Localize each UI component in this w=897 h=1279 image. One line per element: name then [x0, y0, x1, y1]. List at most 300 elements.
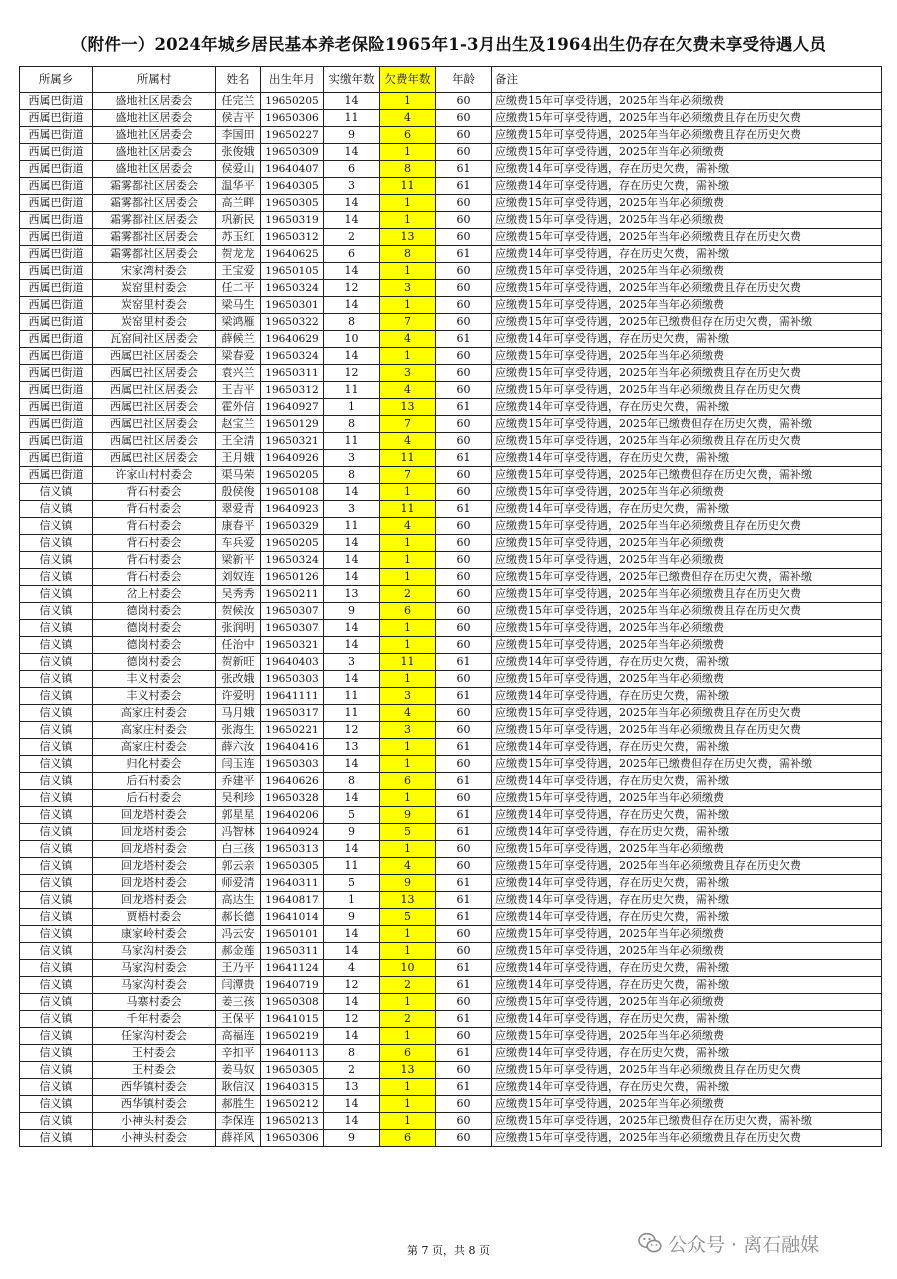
name-cell: 张润明	[216, 620, 261, 637]
age-cell: 60	[436, 144, 492, 161]
village-cell: 许家山村村委会	[93, 467, 216, 484]
arrears-years-cell: 13	[380, 229, 436, 246]
remarks-cell: 应缴费15年可享受待遇，2025年当年必须缴费且存在历史欠费	[492, 127, 882, 144]
arrears-years-cell: 13	[380, 1062, 436, 1079]
paid-years-cell: 13	[324, 739, 380, 756]
remarks-cell: 应缴费15年可享受待遇，2025年当年必须缴费	[492, 552, 882, 569]
village-cell: 西属巴社区居委会	[93, 365, 216, 382]
paid-years-cell: 9	[324, 1130, 380, 1147]
age-cell: 60	[436, 229, 492, 246]
age-cell: 60	[436, 484, 492, 501]
arrears-years-cell: 5	[380, 909, 436, 926]
table-row	[20, 178, 882, 195]
age-cell: 60	[436, 994, 492, 1011]
age-cell: 61	[436, 450, 492, 467]
remarks-cell: 应缴费14年可享受待遇，存在历史欠费，需补缴	[492, 909, 882, 926]
name-cell: 王吉平	[216, 382, 261, 399]
arrears-years-cell: 1	[380, 195, 436, 212]
name-cell: 郭云亲	[216, 858, 261, 875]
paid-years-cell: 14	[324, 943, 380, 960]
remarks-cell: 应缴费15年可享受待遇，2025年当年必须缴费且存在历史欠费	[492, 365, 882, 382]
township-cell: 信义镇	[20, 501, 93, 518]
remarks-cell: 应缴费15年可享受待遇，2025年当年必须缴费	[492, 535, 882, 552]
paid-years-cell: 14	[324, 790, 380, 807]
name-cell: 郝金莲	[216, 943, 261, 960]
birth-date-cell: 19650129	[261, 416, 324, 433]
name-cell: 梁新平	[216, 552, 261, 569]
remarks-cell: 应缴费14年可享受待遇，存在历史欠费，需补缴	[492, 1045, 882, 1062]
paid-years-cell: 3	[324, 178, 380, 195]
arrears-years-cell: 2	[380, 586, 436, 603]
table-row	[20, 756, 882, 773]
remarks-cell: 应缴费14年可享受待遇，存在历史欠费，需补缴	[492, 892, 882, 909]
birth-date-cell: 19650311	[261, 943, 324, 960]
village-cell: 回龙塔村委会	[93, 892, 216, 909]
arrears-years-cell: 1	[380, 994, 436, 1011]
name-cell: 乔建平	[216, 773, 261, 790]
birth-date-cell: 19640817	[261, 892, 324, 909]
paid-years-cell: 14	[324, 637, 380, 654]
paid-years-cell: 1	[324, 399, 380, 416]
age-cell: 60	[436, 926, 492, 943]
birth-date-cell: 19650309	[261, 144, 324, 161]
paid-years-cell: 14	[324, 569, 380, 586]
arrears-years-cell: 1	[380, 144, 436, 161]
remarks-cell: 应缴费15年可享受待遇，2025年已缴费但存在历史欠费，需补缴	[492, 416, 882, 433]
arrears-years-cell: 11	[380, 501, 436, 518]
township-cell: 信义镇	[20, 586, 93, 603]
township-cell: 西属巴街道	[20, 365, 93, 382]
table-row	[20, 943, 882, 960]
name-cell: 白三孩	[216, 841, 261, 858]
table-row	[20, 1045, 882, 1062]
age-cell: 60	[436, 93, 492, 110]
remarks-cell: 应缴费15年可享受待遇，2025年当年必须缴费且存在历史欠费	[492, 229, 882, 246]
age-cell: 61	[436, 1045, 492, 1062]
remarks-cell: 应缴费15年可享受待遇，2025年已缴费但存在历史欠费，需补缴	[492, 1113, 882, 1130]
name-cell: 耿信汉	[216, 1079, 261, 1096]
village-cell: 瓦窑间社区居委会	[93, 331, 216, 348]
birth-date-cell: 19650303	[261, 756, 324, 773]
township-cell: 信义镇	[20, 909, 93, 926]
village-cell: 回龙塔村委会	[93, 841, 216, 858]
age-cell: 60	[436, 518, 492, 535]
table-row	[20, 348, 882, 365]
village-cell: 炭窑里村委会	[93, 280, 216, 297]
village-cell: 高家庄村委会	[93, 739, 216, 756]
township-cell: 西属巴街道	[20, 297, 93, 314]
age-cell: 61	[436, 739, 492, 756]
birth-date-cell: 19650307	[261, 603, 324, 620]
age-cell: 60	[436, 535, 492, 552]
township-cell: 信义镇	[20, 892, 93, 909]
name-cell: 梁春爱	[216, 348, 261, 365]
township-cell: 信义镇	[20, 858, 93, 875]
name-cell: 贺新旺	[216, 654, 261, 671]
remarks-cell: 应缴费15年可享受待遇，2025年当年必须缴费	[492, 620, 882, 637]
header-arrears-years: 欠费年数	[380, 67, 436, 93]
township-cell: 西属巴街道	[20, 127, 93, 144]
village-cell: 炭窑里村委会	[93, 314, 216, 331]
arrears-years-cell: 6	[380, 1130, 436, 1147]
name-cell: 冯云安	[216, 926, 261, 943]
township-cell: 西属巴街道	[20, 110, 93, 127]
age-cell: 60	[436, 433, 492, 450]
paid-years-cell: 14	[324, 1113, 380, 1130]
page-number: 第 7 页，共 8 页	[407, 1244, 490, 1257]
paid-years-cell: 14	[324, 484, 380, 501]
township-cell: 信义镇	[20, 960, 93, 977]
birth-date-cell: 19650317	[261, 705, 324, 722]
village-cell: 任家沟村委会	[93, 1028, 216, 1045]
village-cell: 霜雾都社区居委会	[93, 229, 216, 246]
arrears-years-cell: 6	[380, 1045, 436, 1062]
remarks-cell: 应缴费15年可享受待遇，2025年当年必须缴费	[492, 348, 882, 365]
birth-date-cell: 19650301	[261, 297, 324, 314]
birth-date-cell: 19650305	[261, 1062, 324, 1079]
age-cell: 61	[436, 161, 492, 178]
birth-date-cell: 19650321	[261, 433, 324, 450]
township-cell: 信义镇	[20, 654, 93, 671]
township-cell: 信义镇	[20, 603, 93, 620]
name-cell: 许爱明	[216, 688, 261, 705]
paid-years-cell: 13	[324, 1079, 380, 1096]
paid-years-cell: 14	[324, 263, 380, 280]
age-cell: 60	[436, 382, 492, 399]
remarks-cell: 应缴费15年可享受待遇，2025年当年必须缴费且存在历史欠费	[492, 382, 882, 399]
paid-years-cell: 12	[324, 977, 380, 994]
paid-years-cell: 14	[324, 144, 380, 161]
remarks-cell: 应缴费15年可享受待遇，2025年已缴费但存在历史欠费，需补缴	[492, 467, 882, 484]
paid-years-cell: 11	[324, 433, 380, 450]
township-cell: 信义镇	[20, 688, 93, 705]
village-cell: 王村委会	[93, 1045, 216, 1062]
age-cell: 60	[436, 297, 492, 314]
arrears-years-cell: 1	[380, 739, 436, 756]
township-cell: 信义镇	[20, 620, 93, 637]
birth-date-cell: 19650213	[261, 1113, 324, 1130]
name-cell: 薛候兰	[216, 331, 261, 348]
birth-date-cell: 19650307	[261, 620, 324, 637]
remarks-cell: 应缴费15年可享受待遇，2025年当年必须缴费	[492, 93, 882, 110]
age-cell: 60	[436, 603, 492, 620]
village-cell: 背石村委会	[93, 518, 216, 535]
watermark	[638, 1229, 819, 1257]
age-cell: 60	[436, 1062, 492, 1079]
arrears-years-cell: 3	[380, 365, 436, 382]
name-cell: 温华平	[216, 178, 261, 195]
township-cell: 西属巴街道	[20, 178, 93, 195]
arrears-years-cell: 7	[380, 314, 436, 331]
village-cell: 炭窑里村委会	[93, 297, 216, 314]
name-cell: 辛扣平	[216, 1045, 261, 1062]
village-cell: 霜雾都社区居委会	[93, 246, 216, 263]
arrears-years-cell: 1	[380, 93, 436, 110]
village-cell: 西属巴社区居委会	[93, 348, 216, 365]
arrears-years-cell: 9	[380, 875, 436, 892]
village-cell: 宋家湾村委会	[93, 263, 216, 280]
age-cell: 60	[436, 569, 492, 586]
arrears-years-cell: 1	[380, 348, 436, 365]
wechat-icon	[638, 1232, 662, 1254]
table-row	[20, 212, 882, 229]
birth-date-cell: 19650321	[261, 637, 324, 654]
birth-date-cell: 19650311	[261, 365, 324, 382]
village-cell: 回龙塔村委会	[93, 824, 216, 841]
name-cell: 任治中	[216, 637, 261, 654]
arrears-years-cell: 1	[380, 297, 436, 314]
paid-years-cell: 8	[324, 416, 380, 433]
age-cell: 61	[436, 246, 492, 263]
table-row	[20, 994, 882, 1011]
village-cell: 马寨村委会	[93, 994, 216, 1011]
table-row	[20, 484, 882, 501]
age-cell: 60	[436, 127, 492, 144]
table-row	[20, 399, 882, 416]
name-cell: 郝长德	[216, 909, 261, 926]
age-cell: 60	[436, 212, 492, 229]
table-row	[20, 892, 882, 909]
birth-date-cell: 19640407	[261, 161, 324, 178]
table-row	[20, 620, 882, 637]
remarks-cell: 应缴费15年可享受待遇，2025年当年必须缴费	[492, 144, 882, 161]
age-cell: 60	[436, 841, 492, 858]
table-row	[20, 416, 882, 433]
village-cell: 王村委会	[93, 1062, 216, 1079]
birth-date-cell: 19650324	[261, 552, 324, 569]
table-row	[20, 93, 882, 110]
arrears-years-cell: 4	[380, 433, 436, 450]
paid-years-cell: 14	[324, 348, 380, 365]
village-cell: 小神头村委会	[93, 1113, 216, 1130]
township-cell: 信义镇	[20, 841, 93, 858]
paid-years-cell: 14	[324, 926, 380, 943]
paid-years-cell: 8	[324, 1045, 380, 1062]
arrears-years-cell: 1	[380, 841, 436, 858]
birth-date-cell: 19640626	[261, 773, 324, 790]
birth-date-cell: 19650308	[261, 994, 324, 1011]
remarks-cell: 应缴费15年可享受待遇，2025年当年必须缴费	[492, 1028, 882, 1045]
table-row	[20, 331, 882, 348]
name-cell: 郭星星	[216, 807, 261, 824]
age-cell: 60	[436, 943, 492, 960]
table-row	[20, 1096, 882, 1113]
township-cell: 信义镇	[20, 739, 93, 756]
arrears-years-cell: 1	[380, 637, 436, 654]
age-cell: 60	[436, 467, 492, 484]
village-cell: 千年村委会	[93, 1011, 216, 1028]
remarks-cell: 应缴费15年可享受待遇，2025年当年必须缴费且存在历史欠费	[492, 1062, 882, 1079]
birth-date-cell: 19640113	[261, 1045, 324, 1062]
name-cell: 梁鸿雁	[216, 314, 261, 331]
remarks-cell: 应缴费14年可享受待遇，存在历史欠费，需补缴	[492, 161, 882, 178]
township-cell: 信义镇	[20, 569, 93, 586]
birth-date-cell: 19640719	[261, 977, 324, 994]
age-cell: 60	[436, 365, 492, 382]
paid-years-cell: 12	[324, 1011, 380, 1028]
remarks-cell: 应缴费15年可享受待遇，2025年当年必须缴费且存在历史欠费	[492, 586, 882, 603]
paid-years-cell: 9	[324, 824, 380, 841]
birth-date-cell: 19650324	[261, 280, 324, 297]
remarks-cell: 应缴费14年可享受待遇，存在历史欠费，需补缴	[492, 824, 882, 841]
remarks-cell: 应缴费15年可享受待遇，2025年已缴费但存在历史欠费，需补缴	[492, 569, 882, 586]
arrears-years-cell: 3	[380, 722, 436, 739]
remarks-cell: 应缴费15年可享受待遇，2025年当年必须缴费且存在历史欠费	[492, 433, 882, 450]
arrears-years-cell: 4	[380, 382, 436, 399]
village-cell: 西属巴社区居委会	[93, 399, 216, 416]
remarks-cell: 应缴费14年可享受待遇，存在历史欠费，需补缴	[492, 977, 882, 994]
table-row	[20, 518, 882, 535]
age-cell: 61	[436, 977, 492, 994]
name-cell: 贺候汝	[216, 603, 261, 620]
arrears-years-cell: 1	[380, 671, 436, 688]
remarks-cell: 应缴费14年可享受待遇，存在历史欠费，需补缴	[492, 399, 882, 416]
township-cell: 西属巴街道	[20, 348, 93, 365]
remarks-cell: 应缴费15年可享受待遇，2025年当年必须缴费	[492, 263, 882, 280]
arrears-years-cell: 13	[380, 892, 436, 909]
remarks-cell: 应缴费15年可享受待遇，2025年当年必须缴费	[492, 212, 882, 229]
township-cell: 信义镇	[20, 671, 93, 688]
arrears-years-cell: 1	[380, 926, 436, 943]
table-row	[20, 110, 882, 127]
township-cell: 信义镇	[20, 977, 93, 994]
paid-years-cell: 14	[324, 841, 380, 858]
township-cell: 信义镇	[20, 943, 93, 960]
arrears-years-cell: 8	[380, 246, 436, 263]
paid-years-cell: 14	[324, 552, 380, 569]
township-cell: 信义镇	[20, 552, 93, 569]
age-cell: 61	[436, 960, 492, 977]
table-row	[20, 501, 882, 518]
arrears-years-cell: 1	[380, 943, 436, 960]
name-cell: 高福连	[216, 1028, 261, 1045]
age-cell: 60	[436, 586, 492, 603]
village-cell: 盛地社区居委会	[93, 93, 216, 110]
remarks-cell: 应缴费14年可享受待遇，存在历史欠费，需补缴	[492, 875, 882, 892]
age-cell: 60	[436, 858, 492, 875]
header-age: 年龄	[436, 67, 492, 93]
village-cell: 霜雾都社区居委会	[93, 212, 216, 229]
paid-years-cell: 14	[324, 671, 380, 688]
birth-date-cell: 19650205	[261, 467, 324, 484]
birth-date-cell: 19650319	[261, 212, 324, 229]
name-cell: 刘奴连	[216, 569, 261, 586]
age-cell: 61	[436, 824, 492, 841]
table-row	[20, 450, 882, 467]
arrears-years-cell: 1	[380, 1096, 436, 1113]
name-cell: 王宝爱	[216, 263, 261, 280]
birth-date-cell: 19640315	[261, 1079, 324, 1096]
birth-date-cell: 19641111	[261, 688, 324, 705]
township-cell: 西属巴街道	[20, 399, 93, 416]
remarks-cell: 应缴费15年可享受待遇，2025年当年必须缴费且存在历史欠费	[492, 280, 882, 297]
arrears-years-cell: 4	[380, 858, 436, 875]
arrears-years-cell: 6	[380, 127, 436, 144]
birth-date-cell: 19650212	[261, 1096, 324, 1113]
paid-years-cell: 13	[324, 586, 380, 603]
age-cell: 60	[436, 552, 492, 569]
paid-years-cell: 14	[324, 1028, 380, 1045]
remarks-cell: 应缴费15年可享受待遇，2025年当年必须缴费且存在历史欠费	[492, 110, 882, 127]
birth-date-cell: 19650312	[261, 382, 324, 399]
village-cell: 贾梧村委会	[93, 909, 216, 926]
age-cell: 60	[436, 263, 492, 280]
arrears-years-cell: 4	[380, 110, 436, 127]
birth-date-cell: 19650126	[261, 569, 324, 586]
birth-date-cell: 19650329	[261, 518, 324, 535]
village-cell: 高家庄村委会	[93, 722, 216, 739]
table-row	[20, 229, 882, 246]
township-cell: 西属巴街道	[20, 280, 93, 297]
table-row	[20, 671, 882, 688]
paid-years-cell: 11	[324, 688, 380, 705]
arrears-years-cell: 1	[380, 569, 436, 586]
township-cell: 信义镇	[20, 790, 93, 807]
birth-date-cell: 19641014	[261, 909, 324, 926]
table-row	[20, 858, 882, 875]
age-cell: 61	[436, 501, 492, 518]
birth-date-cell: 19640924	[261, 824, 324, 841]
age-cell: 61	[436, 1079, 492, 1096]
paid-years-cell: 8	[324, 314, 380, 331]
village-cell: 德岗村委会	[93, 654, 216, 671]
age-cell: 60	[436, 1096, 492, 1113]
remarks-cell: 应缴费15年可享受待遇，2025年当年必须缴费且存在历史欠费	[492, 1130, 882, 1147]
arrears-years-cell: 3	[380, 688, 436, 705]
age-cell: 60	[436, 348, 492, 365]
township-cell: 西属巴街道	[20, 467, 93, 484]
header-name: 姓名	[216, 67, 261, 93]
arrears-years-cell: 1	[380, 1113, 436, 1130]
name-cell: 张俊娥	[216, 144, 261, 161]
table-row	[20, 314, 882, 331]
township-cell: 信义镇	[20, 756, 93, 773]
arrears-years-cell: 1	[380, 263, 436, 280]
remarks-cell: 应缴费14年可享受待遇，存在历史欠费，需补缴	[492, 739, 882, 756]
village-cell: 德岗村委会	[93, 637, 216, 654]
birth-date-cell: 19640927	[261, 399, 324, 416]
village-cell: 德岗村委会	[93, 603, 216, 620]
name-cell: 闫潭贵	[216, 977, 261, 994]
paid-years-cell: 12	[324, 365, 380, 382]
paid-years-cell: 14	[324, 535, 380, 552]
name-cell: 梁马生	[216, 297, 261, 314]
paid-years-cell: 14	[324, 1096, 380, 1113]
age-cell: 61	[436, 875, 492, 892]
name-cell: 姜马奴	[216, 1062, 261, 1079]
village-cell: 霜雾都社区居委会	[93, 195, 216, 212]
birth-date-cell: 19640206	[261, 807, 324, 824]
village-cell: 背石村委会	[93, 501, 216, 518]
township-cell: 西属巴街道	[20, 314, 93, 331]
age-cell: 61	[436, 773, 492, 790]
arrears-years-cell: 1	[380, 756, 436, 773]
arrears-years-cell: 6	[380, 773, 436, 790]
name-cell: 贺龙龙	[216, 246, 261, 263]
arrears-years-cell: 1	[380, 790, 436, 807]
paid-years-cell: 4	[324, 960, 380, 977]
name-cell: 张改娥	[216, 671, 261, 688]
age-cell: 61	[436, 399, 492, 416]
birth-date-cell: 19650305	[261, 195, 324, 212]
remarks-cell: 应缴费14年可享受待遇，存在历史欠费，需补缴	[492, 960, 882, 977]
birth-date-cell: 19640923	[261, 501, 324, 518]
birth-date-cell: 19650328	[261, 790, 324, 807]
table-row	[20, 1130, 882, 1147]
township-cell: 信义镇	[20, 994, 93, 1011]
township-cell: 信义镇	[20, 807, 93, 824]
name-cell: 高达生	[216, 892, 261, 909]
